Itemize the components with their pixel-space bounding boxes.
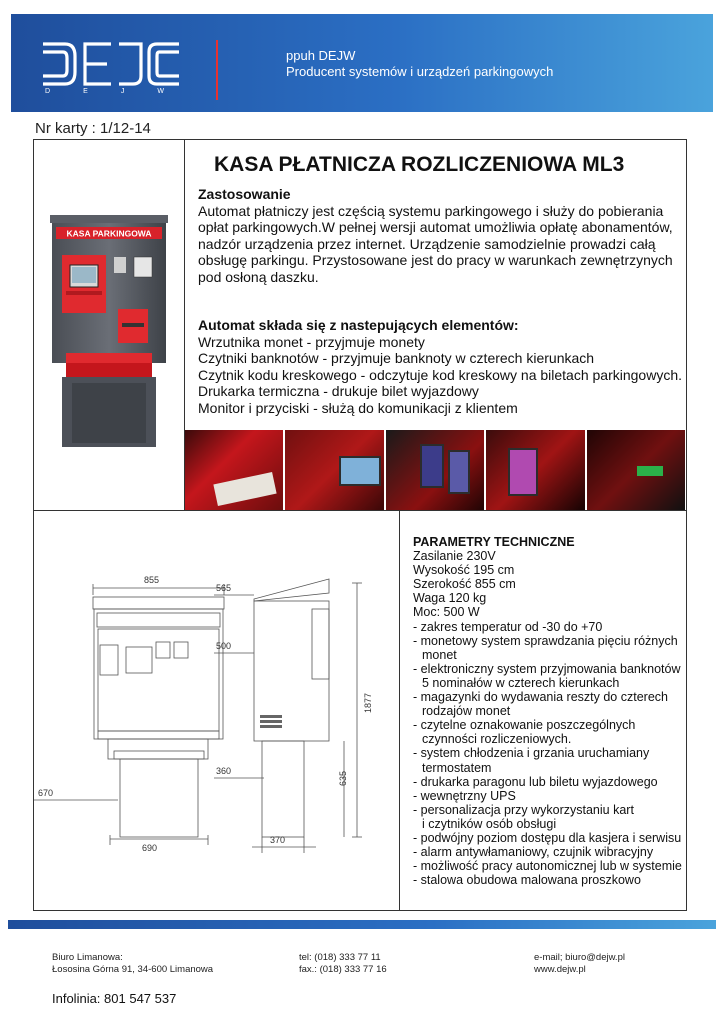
dim-left-height: 670 (38, 788, 54, 798)
logo-letter-d: D (45, 88, 52, 95)
parameter-line: Zasilanie 230V (413, 549, 496, 564)
dim-front-bottom: 690 (142, 843, 158, 853)
parameter-line: Szerokość 855 cm (413, 577, 516, 592)
parameter-line: - zakres temperatur od -30 do +70 (413, 619, 603, 634)
parameter-line: - monetowy system sprawdzania pięciu różnych (413, 633, 678, 648)
office-address: Łososina Górna 91, 34-600 Limanowa (52, 964, 214, 975)
parameter-line: - wewnętrzny UPS (413, 788, 516, 803)
logo-letter-j: J (120, 88, 126, 95)
header-divider (216, 40, 218, 100)
application-text: Automat płatniczy jest częścią systemu parkingowego i służy do pobierania opłat parkingowych.W pełnej wersji automat umożliwia opłatę abonamentów, nadzór urządzenia przez internet. Urządzenie samodzielnie prowadzi całą obsługę parkingu. Przystosowane jest do pracy w warunkach zewnętrzynych pod osłoną daszku. (198, 202, 673, 285)
photo-control-buttons (587, 430, 685, 510)
parameter-line: i czytników osób obsługi (422, 816, 557, 831)
photo-strip (185, 430, 685, 510)
photo-banknote-reader (386, 430, 484, 510)
technical-drawing (34, 511, 399, 911)
footer-contact (534, 952, 625, 976)
photo-monitor (285, 430, 383, 510)
parameter-line: Waga 120 kg (413, 591, 487, 606)
dim-side-base: 370 (270, 835, 286, 845)
office-label: Biuro Limanowa: (52, 952, 123, 963)
component-item: Wrzutnika monet - przyjmuje monety (198, 333, 425, 350)
logo-letters (45, 88, 165, 95)
parking-machine-photo (48, 213, 170, 448)
infoline: Infolinia: 801 547 537 (52, 991, 177, 1006)
parameter-line: - elektroniczny system przyjmowania banknotów (413, 661, 681, 676)
footer-phones (299, 952, 387, 976)
application-section (198, 186, 686, 285)
phone-number: tel: (018) 333 77 11 (299, 952, 381, 963)
parameter-line: - personalizacja przy wykorzystaniu kart (413, 802, 634, 817)
dim-side-top: 565 (216, 583, 232, 593)
dejw-logo-icon (41, 36, 181, 92)
company-info (286, 48, 553, 80)
footer-office (52, 952, 213, 976)
parameter-line: - stalowa obudowa malowana proszkowo (413, 873, 641, 888)
component-item: Czytniki banknotów - przyjmuje banknoty w czterech kierunkach (198, 350, 595, 366)
parameter-line: rodzajów monet (422, 704, 511, 719)
parameter-line: - alarm antywłamaniowy, czujnik wibracyjny (413, 845, 654, 860)
photo-card-reader (486, 430, 584, 510)
parameter-line: - system chłodzenia i grzania uruchamiany (413, 746, 650, 761)
card-number: Nr karty : 1/12-14 (35, 120, 151, 137)
logo-letter-w: W (157, 88, 165, 95)
dim-side-mid: 500 (216, 641, 232, 651)
dim-stand-height: 635 (338, 770, 348, 786)
parameter-line: czynności rozliczeniowych. (422, 732, 572, 747)
company-name: ppuh DEJW (286, 48, 356, 63)
parameter-line: - podwójny poziom dostępu dla kasjera i serwisu (413, 830, 682, 845)
product-title: KASA PŁATNICZA ROZLICZENIOWA ML3 (214, 153, 625, 176)
company-tagline: Producent systemów i urządzeń parkingowych (286, 64, 554, 79)
application-heading: Zastosowanie (198, 186, 291, 202)
dim-front-width: 855 (144, 575, 160, 585)
frame-divider-vertical-bottom (399, 510, 400, 911)
email-link[interactable]: e-mail; biuro@dejw.pl (534, 952, 625, 963)
parameter-line: monet (422, 647, 457, 662)
parameter-line: - drukarka paragonu lub biletu wyjazdowego (413, 774, 658, 789)
fax-number: fax.: (018) 333 77 16 (299, 964, 387, 975)
components-heading: Automat składa się z nastepujących elementów: (198, 317, 519, 333)
website-link[interactable]: www.dejw.pl (534, 964, 586, 975)
parameter-line: Wysokość 195 cm (413, 563, 515, 578)
footer-band (8, 920, 716, 929)
dim-total-height: 1877 (363, 692, 373, 713)
parameter-line: - możliwość pracy autonomicznej lub w systemie (413, 859, 682, 874)
logo-letter-e: E (83, 88, 89, 95)
parameter-line: 5 nominałów w czterech kierunkach (422, 675, 620, 690)
component-item: Monitor i przyciski - służą do komunikacji z klientem (198, 399, 518, 416)
parameter-line: termostatem (422, 760, 492, 775)
photo-ticket-insertion (185, 430, 283, 510)
parameter-line: - magazynki do wydawania reszty do czterech (413, 690, 668, 705)
technical-parameters (413, 535, 685, 887)
parameter-line: - czytelne oznakowanie poszczególnych (413, 718, 636, 733)
component-item: Czytnik kodu kreskowego - odczytuje kod kreskowy na biletach parkingowych. (198, 366, 683, 383)
parameter-line: Moc: 500 W (413, 605, 480, 620)
parameters-list (413, 549, 685, 887)
parameters-heading: PARAMETRY TECHNICZNE (413, 535, 575, 549)
components-section (198, 317, 686, 416)
component-item: Drukarka termiczna - drukuje bilet wyjazdowy (198, 383, 479, 399)
machine-label: KASA PARKINGOWA (66, 228, 152, 239)
header-banner (11, 14, 713, 112)
dim-side-low: 360 (216, 766, 232, 776)
